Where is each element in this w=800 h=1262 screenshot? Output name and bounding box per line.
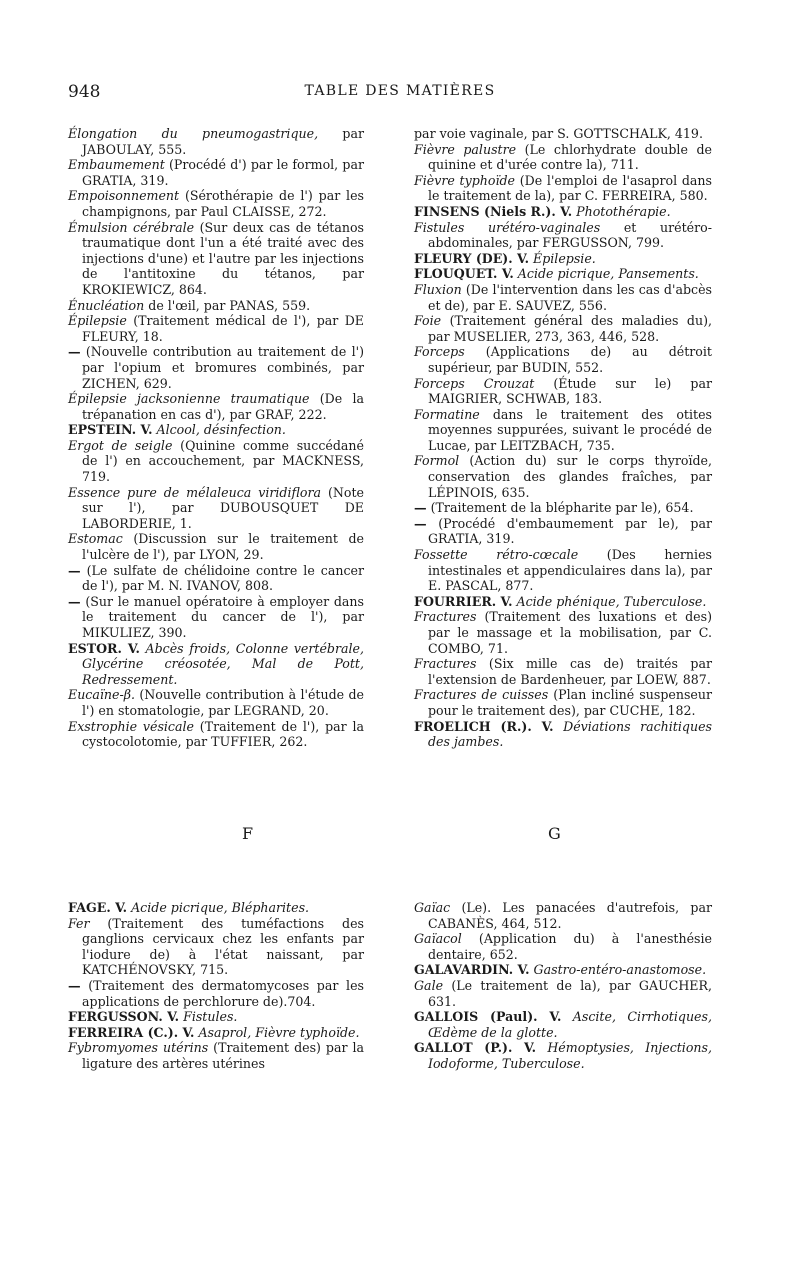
index-entry bbox=[414, 1040, 712, 1071]
entry-text: (Sur deux cas de tétanos traumatique dont l'un a été traité avec des injections d'une) et l'autre par les injections de l'antitoxine du tétanos, par KROKIEWICZ, 864. bbox=[82, 219, 364, 297]
entry-text: de l'œil, par PANAS, 559. bbox=[148, 297, 311, 313]
entry-text: (Traitement médical de l'), par DE FLEURY, 18. bbox=[82, 313, 364, 344]
entry-heading: FLEURY (DE). V. bbox=[414, 250, 529, 266]
entry-heading: Fluxion bbox=[414, 281, 462, 297]
entry-text: (Discussion sur le traitement de l'ulcère de l'), par LYON, 29. bbox=[82, 531, 364, 563]
entry-text: (Application du) à l'anesthésie dentaire, 652. bbox=[428, 931, 712, 962]
entry-heading: Fer bbox=[68, 915, 90, 931]
entry-text: (Le chlorhydrate double de quinine et d'urée contre la), 711. bbox=[428, 141, 712, 173]
index-entry bbox=[414, 266, 712, 282]
index-entry bbox=[414, 173, 712, 204]
entry-text: Abcès froids, Colonne vertébrale, Glycérine créosotée, Mal de Pott, Redressement. bbox=[82, 640, 364, 687]
entry-text: (Applications de) au détroit supérieur, par BUDIN, 552. bbox=[428, 344, 712, 375]
entry-heading: Fistules urétéro-vaginales bbox=[414, 219, 601, 235]
entry-heading: Eucaïne-β. bbox=[68, 687, 135, 703]
entry-text: Hémoptysies, Injections, Iodoforme, Tuberculose. bbox=[428, 1040, 712, 1071]
entry-text: dans le traitement des otites moyennes suppurées, suivant le procédé de Lucae, par LEITZBACH, 735. bbox=[428, 406, 712, 453]
index-entry bbox=[414, 204, 712, 220]
entry-text: (Action du) sur le corps thyroïde, conservation des glandes fraîches, par LÉPINOIS, 635. bbox=[428, 453, 712, 500]
entry-text: (Le traitement de la), par GAUCHER, 631. bbox=[428, 977, 712, 1009]
index-entry bbox=[68, 1025, 364, 1041]
entry-heading: Estomac bbox=[68, 531, 123, 547]
index-entry bbox=[414, 220, 712, 251]
entry-heading: Gale bbox=[414, 977, 444, 993]
index-entry bbox=[68, 485, 364, 532]
entry-heading: Émulsion cérébrale bbox=[68, 219, 195, 235]
index-entry bbox=[414, 376, 712, 407]
index-entry bbox=[414, 282, 712, 313]
entry-heading: Formol bbox=[414, 453, 460, 469]
index-entry bbox=[68, 157, 364, 188]
entry-text: (Sur le manuel opératoire à employer dans le traitement du cancer de l'), par MIKULIEZ, 390. bbox=[82, 593, 364, 640]
index-entry bbox=[68, 641, 364, 688]
entry-heading: Épilepsie jacksonienne traumatique bbox=[68, 391, 310, 407]
index-entry bbox=[414, 344, 712, 375]
index-entry bbox=[414, 962, 712, 978]
index-entry bbox=[68, 313, 364, 344]
entry-text: et urétéro-abdominales, par FERGUSSON, 799. bbox=[428, 219, 712, 251]
entry-heading: Épilepsie bbox=[68, 313, 127, 329]
entry-text: (Quinine comme succédané de l') en accouchement, par MACKNESS, 719. bbox=[82, 437, 364, 485]
entry-text: (Le sulfate de chélidoine contre le cancer de l'), par M. N. IVANOV, 808. bbox=[82, 562, 364, 594]
entry-text: (De l'intervention dans les cas d'abcès et de), par E. SAUVEZ, 556. bbox=[428, 281, 712, 313]
index-entry bbox=[414, 547, 712, 594]
section-letter-g: G bbox=[548, 824, 561, 843]
section-letter-f: F bbox=[242, 824, 254, 843]
entry-text: Acide picrique, Blépharites. bbox=[131, 900, 310, 915]
entry-text: (Traitement des luxations et des) par le massage et la mobilisation, par C. COMBO, 71. bbox=[428, 609, 712, 656]
entry-heading: Ergot de seigle bbox=[68, 437, 173, 453]
index-entry bbox=[68, 978, 364, 1009]
entry-text: Acide phénique, Tuberculose. bbox=[516, 593, 707, 609]
entry-heading: Fièvre palustre bbox=[414, 141, 517, 157]
entry-text: Gastro-entéro-anastomose. bbox=[533, 962, 707, 978]
left-column-top bbox=[68, 126, 364, 750]
index-entry bbox=[68, 344, 364, 391]
index-entry bbox=[68, 594, 364, 641]
entry-heading: — bbox=[68, 977, 81, 993]
entry-text: (Traitement de l'), par la cystocolotomie, par TUFFIER, 262. bbox=[82, 718, 364, 750]
left-column-bottom bbox=[68, 900, 364, 1072]
entry-heading: Gaïacol bbox=[414, 931, 462, 947]
entry-heading: FINSENS (Niels R.). V. bbox=[414, 203, 573, 219]
entry-text: (De l'emploi de l'asaprol dans le traitement de la), par C. FERREIRA, 580. bbox=[428, 172, 712, 204]
index-entry bbox=[68, 188, 364, 219]
entry-heading: Fractures bbox=[414, 609, 477, 625]
entry-heading: FERGUSSON. V. bbox=[68, 1009, 180, 1025]
entry-text: (Procédé d'embaumement par le), par GRATIA, 319. bbox=[428, 515, 712, 547]
index-entry bbox=[414, 251, 712, 267]
index-entry bbox=[414, 594, 712, 610]
entry-heading: Embaumement bbox=[68, 157, 165, 173]
index-entry bbox=[414, 453, 712, 500]
index-entry bbox=[414, 126, 712, 142]
entry-text: (Nouvelle contribution à l'étude de l') en stomatologie, par LEGRAND, 20. bbox=[82, 687, 364, 718]
entry-heading: GALLOIS (Paul). V. bbox=[414, 1009, 562, 1025]
index-entry bbox=[68, 126, 364, 157]
entry-heading: ESTOR. V. bbox=[68, 640, 140, 656]
entry-heading: Fossette rétro-cœcale bbox=[414, 547, 579, 563]
entry-text: Photothérapie. bbox=[576, 203, 671, 219]
entry-heading: Forceps Crouzat bbox=[414, 375, 535, 391]
entry-text: Acide picrique, Pansements. bbox=[517, 266, 699, 282]
page-number: 948 bbox=[68, 82, 101, 102]
entry-heading: Élongation du pneumogastrique, bbox=[68, 126, 319, 141]
entry-heading: Essence pure de mélaleuca viridiflora bbox=[68, 484, 321, 500]
index-entry bbox=[414, 142, 712, 173]
index-entry bbox=[414, 313, 712, 344]
right-column-top bbox=[414, 126, 712, 750]
entry-heading: — bbox=[414, 515, 427, 531]
index-entry bbox=[68, 438, 364, 485]
entry-text: (Des hernies intestinales et appendiculaires dans la), par E. PASCAL, 877. bbox=[428, 547, 712, 594]
entry-text: par voie vaginale, par S. GOTTSCHALK, 419. bbox=[414, 126, 703, 141]
entry-text: (Note sur l'), par DUBOUSQUET DE LABORDERIE, 1. bbox=[82, 484, 364, 531]
entry-heading: GALLOT (P.). V. bbox=[414, 1040, 536, 1056]
entry-text: (Étude sur le) par MAIGRIER, SCHWAB, 183. bbox=[428, 375, 712, 407]
entry-text: (Traitement des tuméfactions des ganglions cervicaux chez les enfants par l'iodure de) à l'état naissant, par KATCHÉNOVSKY, 715. bbox=[82, 915, 364, 978]
right-column-bottom bbox=[414, 900, 712, 1072]
index-entry bbox=[68, 687, 364, 718]
entry-text: (Traitement des) par la ligature des artères utérines bbox=[82, 1040, 364, 1071]
entry-heading: Fièvre typhoïde bbox=[414, 172, 515, 188]
index-entry bbox=[68, 391, 364, 422]
index-entry bbox=[414, 609, 712, 656]
entry-heading: GALAVARDIN. V. bbox=[414, 962, 530, 978]
entry-heading: Empoisonnement bbox=[68, 188, 180, 204]
entry-heading: FLOUQUET. V. bbox=[414, 266, 514, 282]
entry-heading: — bbox=[414, 500, 427, 516]
entry-heading: FAGE. V. bbox=[68, 900, 128, 915]
index-entry bbox=[414, 656, 712, 687]
running-title: TABLE DES MATIÈRES bbox=[304, 83, 496, 99]
entry-heading: Fybromyomes utérins bbox=[68, 1040, 209, 1056]
index-entry bbox=[414, 687, 712, 718]
entry-heading: Énucléation bbox=[68, 297, 145, 313]
index-entry bbox=[414, 516, 712, 547]
entry-text: (Le). Les panacées d'autrefois, par CABANÈS, 464, 512. bbox=[428, 900, 712, 931]
entry-heading: — bbox=[68, 593, 81, 609]
index-entry bbox=[68, 1040, 364, 1071]
entry-heading: Fractures de cuisses bbox=[414, 687, 549, 703]
page-header bbox=[68, 82, 732, 106]
entry-text: Fistules. bbox=[183, 1009, 238, 1025]
entry-text: (Plan incliné suspenseur pour le traitement des), par CUCHE, 182. bbox=[428, 687, 713, 718]
entry-text: Asaprol, Fièvre typhoïde. bbox=[198, 1024, 360, 1040]
index-entry bbox=[414, 931, 712, 962]
index-entry bbox=[68, 1009, 364, 1025]
index-entry bbox=[414, 407, 712, 454]
entry-text: (De la trépanation en cas d'), par GRAF, 222. bbox=[82, 391, 364, 422]
index-entry bbox=[414, 500, 712, 516]
entry-text: (Procédé d') par le formol, par GRATIA, 319. bbox=[82, 157, 364, 188]
entry-heading: Forceps bbox=[414, 344, 465, 360]
entry-text: (Traitement de la blépharite par le), 654. bbox=[430, 500, 694, 516]
index-entry bbox=[68, 900, 364, 916]
entry-heading: Formatine bbox=[414, 406, 480, 422]
entry-text: (Traitement des dermatomycoses par les applications de perchlorure de).704. bbox=[82, 977, 364, 1009]
entry-heading: — bbox=[68, 562, 81, 578]
index-entry bbox=[68, 298, 364, 314]
index-entry bbox=[414, 900, 712, 931]
index-entry bbox=[68, 531, 364, 562]
entry-heading: Gaïac bbox=[414, 900, 451, 915]
index-entry bbox=[68, 916, 364, 978]
index-entry bbox=[414, 1009, 712, 1040]
entry-heading: — bbox=[68, 344, 81, 360]
entry-text: Alcool, désinfection. bbox=[156, 422, 286, 438]
entry-text: (Nouvelle contribution au traitement de l') par l'opium et bromures combinés, par ZICHEN, 629. bbox=[82, 344, 364, 391]
entry-text: (Six mille cas de) traités par l'extension de Bardenheuer, par LOEW, 887. bbox=[428, 656, 712, 687]
index-entry bbox=[68, 719, 364, 750]
entry-text: (Traitement général des maladies du), par MUSELIER, 273, 363, 446, 528. bbox=[428, 313, 712, 344]
entry-heading: FOURRIER. V. bbox=[414, 593, 513, 609]
entry-heading: Exstrophie vésicale bbox=[68, 718, 194, 734]
entry-heading: EPSTEIN. V. bbox=[68, 422, 153, 438]
index-entry bbox=[414, 719, 712, 750]
entry-text: Ascite, Cirrhotiques, Œdème de la glotte. bbox=[428, 1009, 712, 1040]
entry-heading: FERREIRA (C.). V. bbox=[68, 1024, 195, 1040]
entry-text: Épilepsie. bbox=[533, 250, 596, 266]
entry-text: par JABOULAY, 555. bbox=[82, 126, 364, 157]
entry-heading: Fractures bbox=[414, 656, 477, 672]
index-entry bbox=[68, 422, 364, 438]
index-entry bbox=[68, 220, 364, 298]
entry-heading: FROELICH (R.). V. bbox=[414, 718, 554, 734]
entry-heading: Foie bbox=[414, 313, 442, 329]
entry-text: (Sérothérapie de l') par les champignons, par Paul CLAISSE, 272. bbox=[82, 188, 364, 219]
entry-text: Déviations rachitiques des jambes. bbox=[428, 718, 712, 750]
index-entry bbox=[414, 978, 712, 1009]
index-entry bbox=[68, 563, 364, 594]
